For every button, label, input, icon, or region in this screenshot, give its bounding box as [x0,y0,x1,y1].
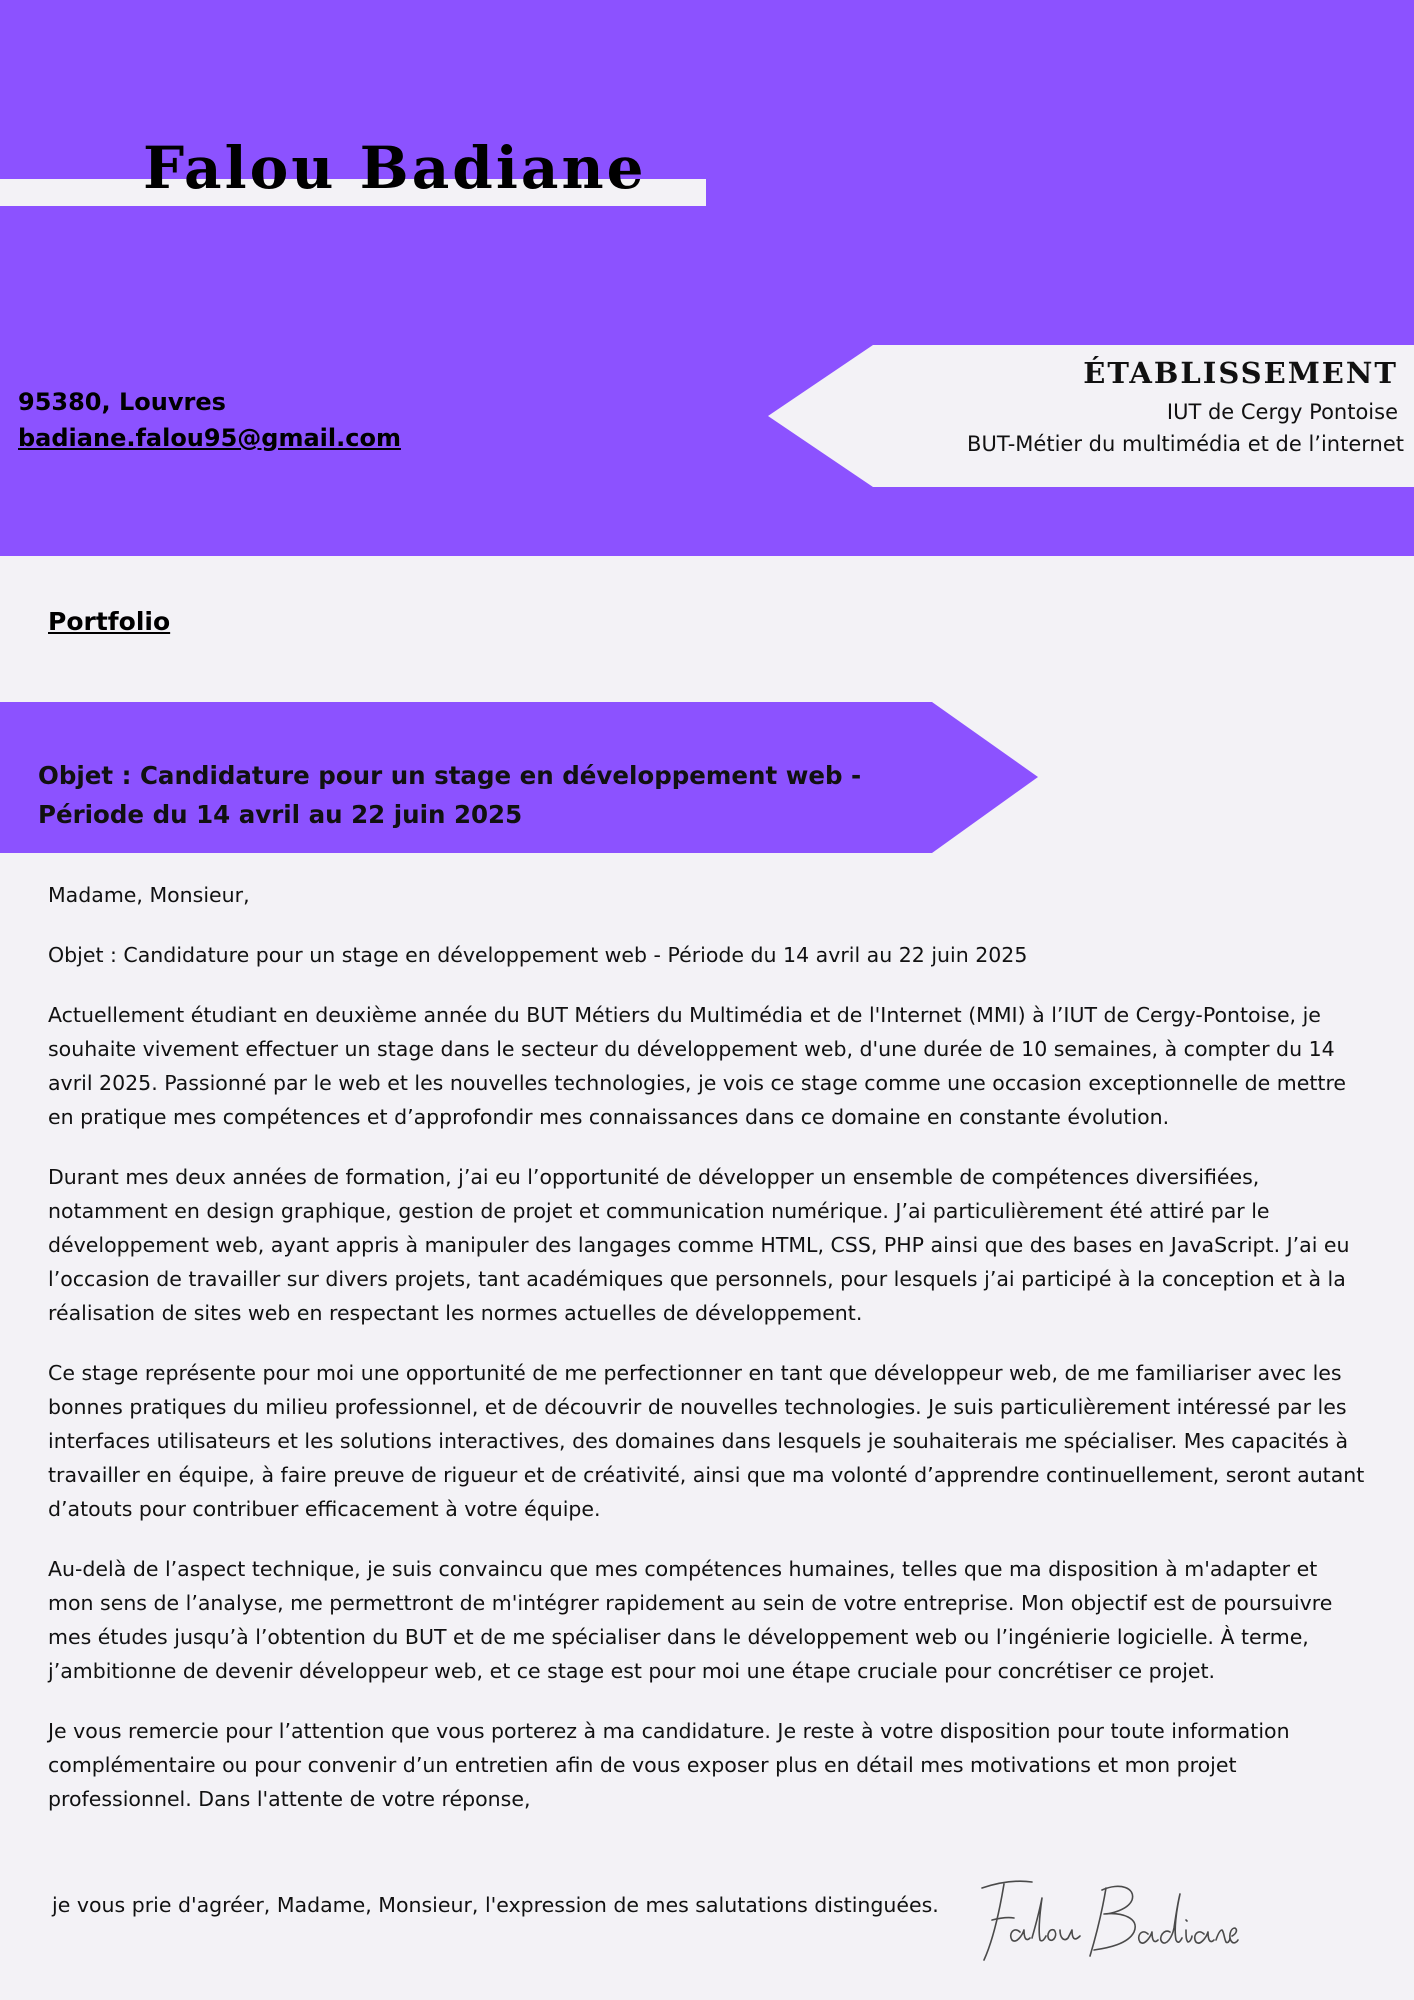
letter-paragraph-3: Ce stage représente pour moi une opportunité de me perfectionner en tant que développeur web, de me familiariser avec les bonnes pratiques du milieu professionnel, et de découvrir de nouvelles technologies. Je suis particulièrement intéressé par les interfaces utilisateurs et les solutions interactives, des domaines dans lesquels je souhaiterais me spécialiser. Mes capacités à travailler en équipe, à faire preuve de rigueur et de créativité, ainsi que ma volonté d’apprendre continuellement, seront autant d’atouts pour contribuer efficacement à votre équipe. [48,1361,1365,1521]
letter-object: Objet : Candidature pour un stage en développement web - Période du 14 avril au 22 juin 2025 [48,943,1028,967]
applicant-name: Falou Badiane [143,134,647,202]
contact-email-link[interactable]: badiane.falou95@gmail.com [18,424,401,452]
letter-greeting: Madame, Monsieur, [48,883,250,907]
establishment-arrow-shape [0,0,1414,556]
establishment-school: IUT de Cergy Pontoise [1166,400,1398,424]
handwritten-signature [970,1868,1240,1978]
objet-banner-line1: Objet : Candidature pour un stage en développement web - [38,761,862,790]
establishment-program: BUT-Métier du multimédia et de l’internet [967,432,1404,456]
establishment-block [967,356,1404,460]
portfolio-link[interactable]: Portfolio [48,607,171,636]
letter-paragraph-1: Actuellement étudiant en deuxième année du BUT Métiers du Multimédia et de l'Internet (MMI) à l’IUT de Cergy-Pontoise, je souhaite vivement effectuer un stage dans le secteur du développement web, d'une durée de 10 semaines, à compter du 14 avril 2025. Passionné par le web et les nouvelles technologies, je vois ce stage comme une occasion exceptionnelle de mettre en pratique mes compétences et d’approfondir mes connaissances dans ce domaine en constante évolution. [48,1003,1347,1129]
letter-closing: je vous prie d'agréer, Madame, Monsieur, l'expression de mes salutations distinguées. [52,1893,939,1917]
contact-city: 95380, Louvres [18,388,226,416]
letter-body [48,878,1368,1842]
letter-paragraph-5: Je vous remercie pour l’attention que vous porterez à ma candidature. Je reste à votre disposition pour toute information complémentaire ou pour convenir d’un entretien afin de vous exposer plus en détail mes motivations et mon projet professionnel. Dans l'attente de votre réponse, [48,1719,1290,1811]
letter-paragraph-2: Durant mes deux années de formation, j’ai eu l’opportunité de développer un ensemble de compétences diversifiées, notamment en design graphique, gestion de projet et communication numérique. J’ai particulièrement été attiré par le développement web, ayant appris à manipuler des langages comme HTML, CSS, PHP ainsi que des bases en JavaScript. J’ai eu l’occasion de travailler sur divers projets, tant académiques que personnels, pour lesquels j’ai participé à la conception et à la réalisation de sites web en respectant les normes actuelles de développement. [48,1165,1350,1325]
objet-banner-line2: Période du 14 avril au 22 juin 2025 [38,800,523,829]
letter-paragraph-4: Au-delà de l’aspect technique, je suis convaincu que mes compétences humaines, telles que ma disposition à m'adapter et mon sens de l’analyse, me permettront de m'intégrer rapidement au sein de votre entreprise. Mon objectif est de poursuivre mes études jusqu’à l’obtention du BUT et de me spécialiser dans le développement web ou l’ingénierie logicielle. À terme, j’ambitionne de devenir développeur web, et ce stage est pour moi une étape cruciale pour concrétiser ce projet. [48,1557,1333,1683]
objet-banner-title [38,756,861,834]
establishment-title: ÉTABLISSEMENT [1083,356,1398,390]
